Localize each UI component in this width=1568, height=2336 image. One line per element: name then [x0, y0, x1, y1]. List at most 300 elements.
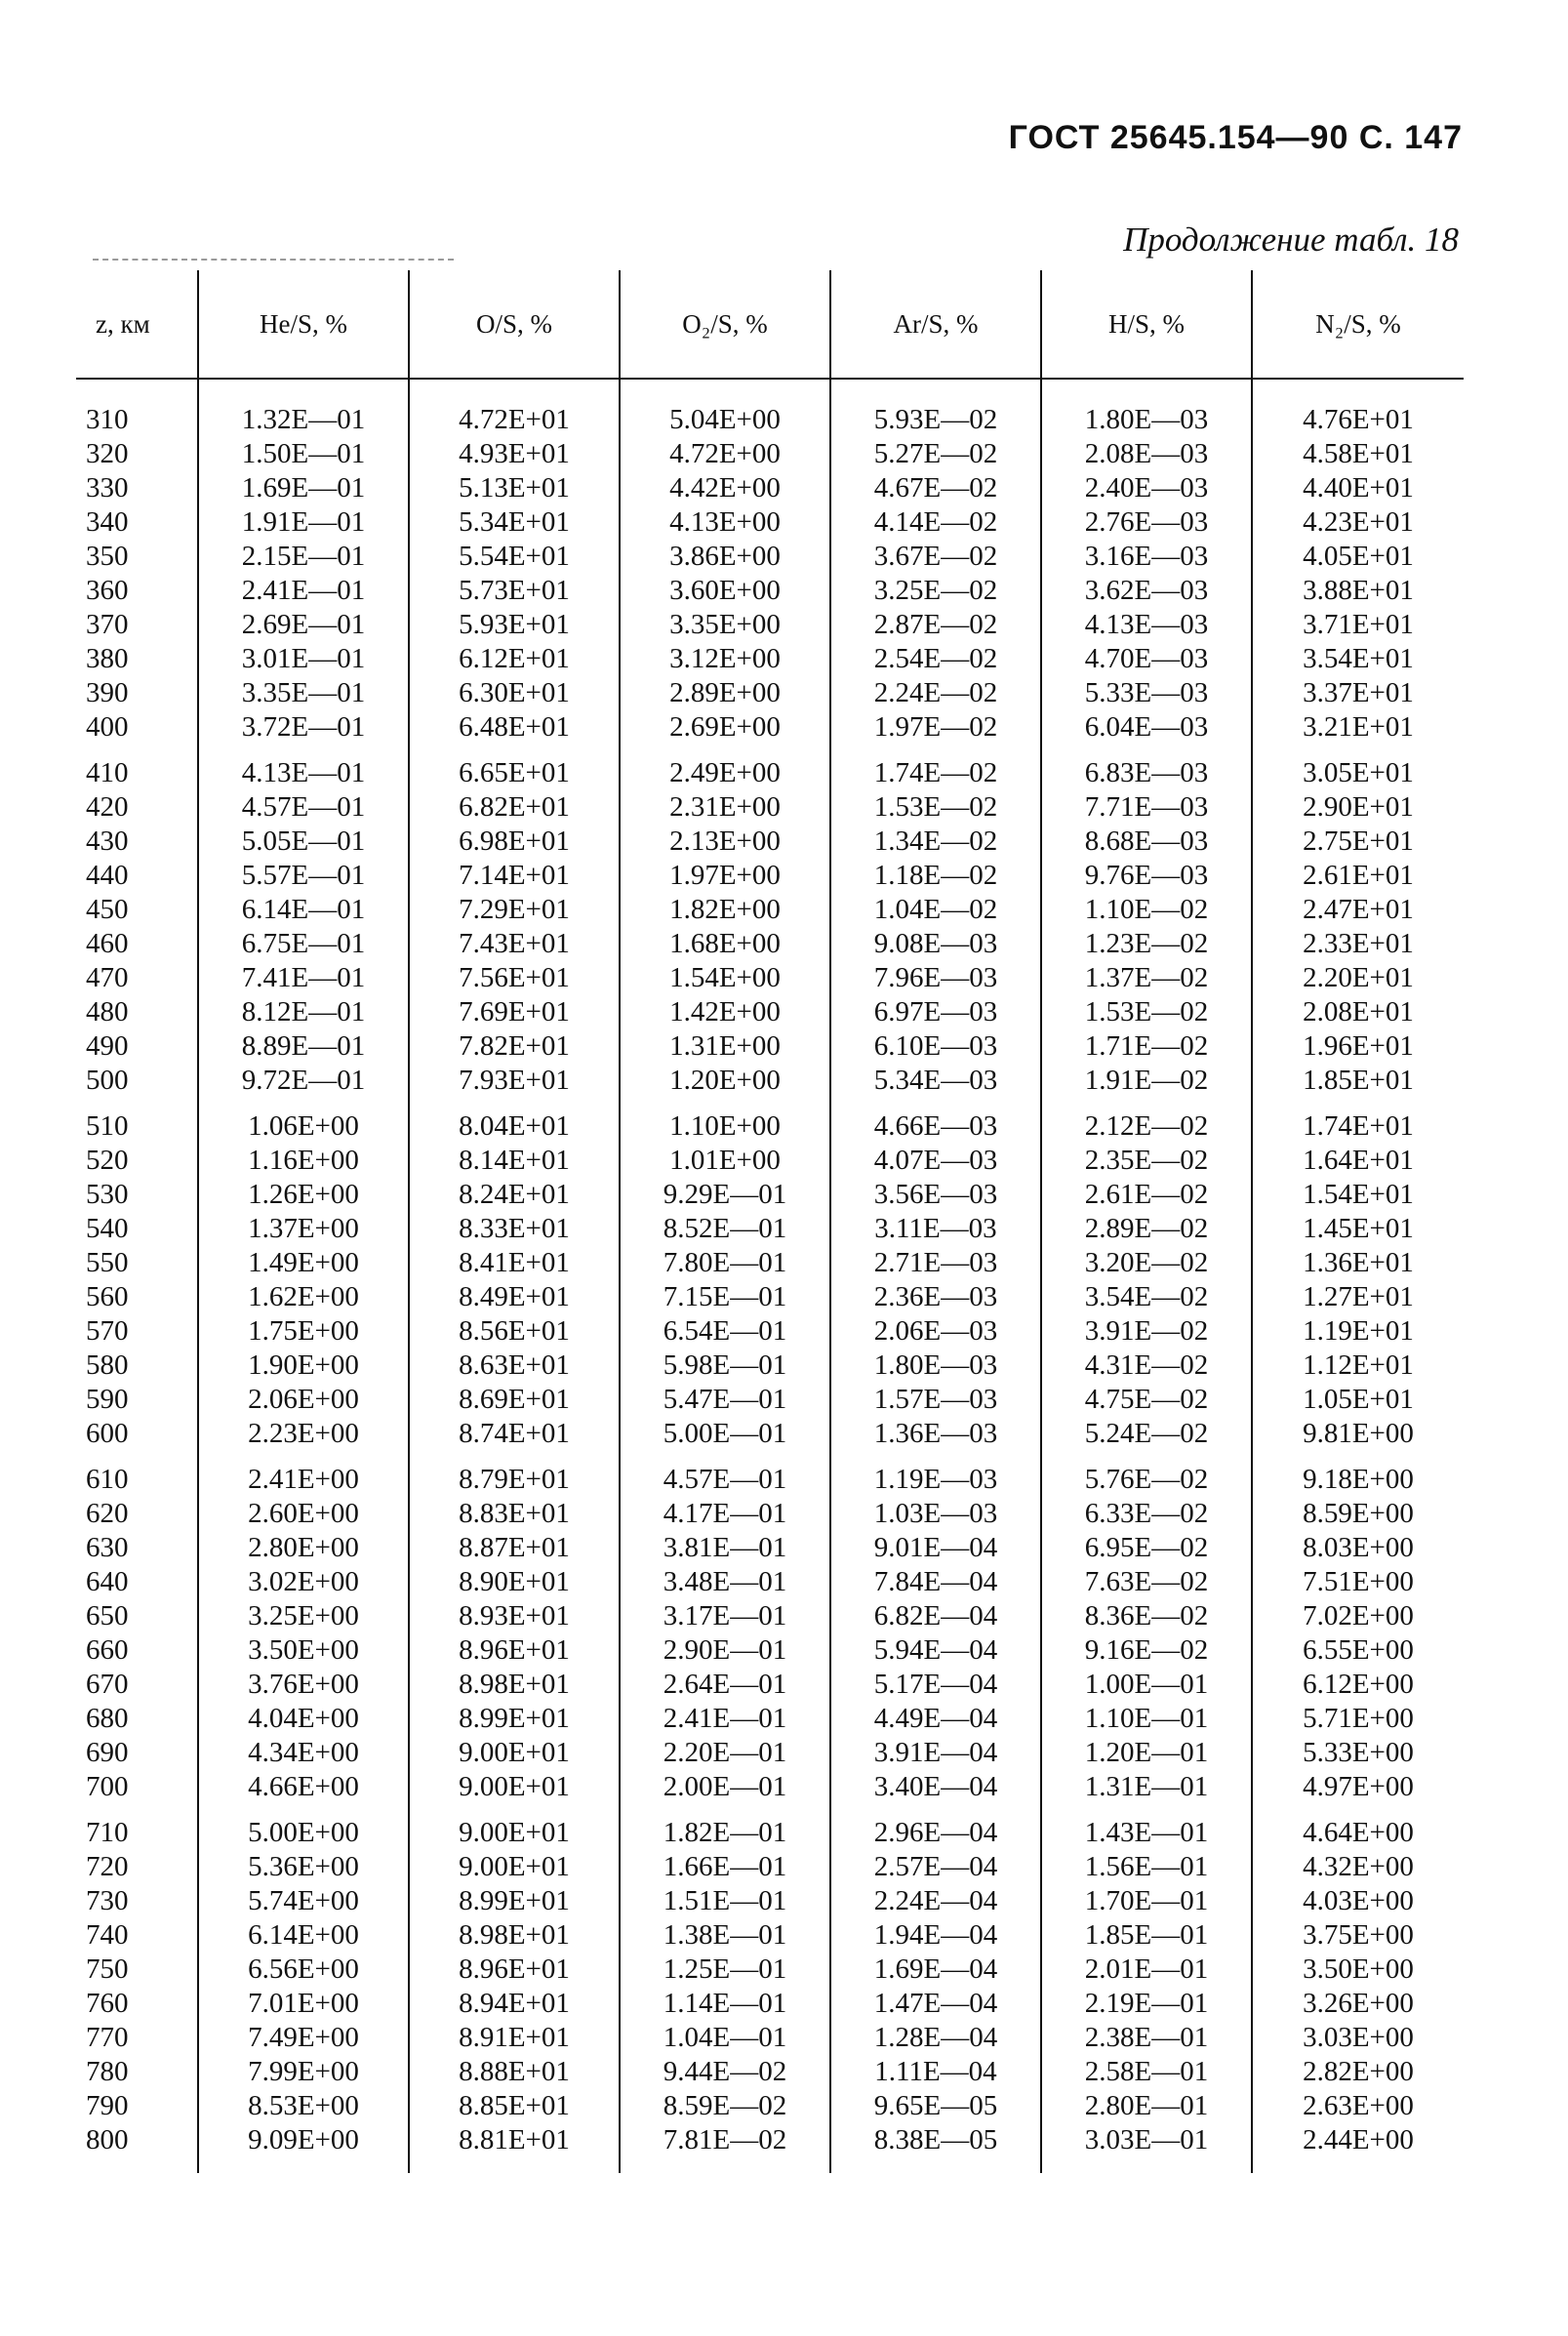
cell-ar: 5.34E—03 — [830, 1064, 1041, 1098]
table-row — [76, 893, 1464, 927]
cell-n2: 2.90E+01 — [1252, 790, 1464, 825]
cell-altitude: 630 — [86, 1532, 129, 1563]
cell-o2: 8.59E—02 — [620, 2089, 830, 2123]
cell-n2: 4.40E+01 — [1252, 471, 1464, 505]
cell-altitude: 510 — [86, 1110, 129, 1142]
spacer-cell — [1252, 1451, 1464, 1463]
table-row — [76, 1565, 1464, 1599]
cell-h: 1.53E—02 — [1041, 995, 1252, 1029]
cell-n2: 4.03E+00 — [1252, 1884, 1464, 1918]
cell-o: 7.56E+01 — [409, 961, 620, 995]
table-row — [76, 1383, 1464, 1417]
cell-altitude: 450 — [86, 894, 129, 925]
cell-he: 2.80E+00 — [198, 1531, 409, 1565]
cell-altitude: 690 — [86, 1737, 129, 1768]
spacer-cell — [1252, 379, 1464, 403]
table-row — [76, 1953, 1464, 1987]
cell-ar: 1.47E—04 — [830, 1987, 1041, 2021]
cell-h: 7.71E—03 — [1041, 790, 1252, 825]
cell-o2: 1.42E+00 — [620, 995, 830, 1029]
cell-o: 6.30E+01 — [409, 676, 620, 710]
spacer-cell — [830, 1098, 1041, 1109]
cell-he: 7.49E+00 — [198, 2021, 409, 2055]
cell-ar: 1.36E—03 — [830, 1417, 1041, 1451]
cell-altitude: 480 — [86, 996, 129, 1027]
cell-ar: 2.96E—04 — [830, 1816, 1041, 1850]
table-row — [76, 710, 1464, 745]
spacer-cell — [76, 2157, 198, 2173]
spacer-cell — [1252, 1804, 1464, 1816]
cell-o: 8.63E+01 — [409, 1349, 620, 1383]
spacer-cell — [830, 745, 1041, 756]
cell-o: 4.93E+01 — [409, 437, 620, 471]
cell-altitude: 710 — [86, 1817, 129, 1848]
cell-o: 5.73E+01 — [409, 574, 620, 608]
table-row — [76, 1144, 1464, 1178]
table-row — [76, 2021, 1464, 2055]
cell-o: 9.00E+01 — [409, 1736, 620, 1770]
cell-altitude: 350 — [86, 541, 129, 572]
cell-altitude: 790 — [86, 2090, 129, 2121]
cell-h: 1.43E—01 — [1041, 1816, 1252, 1850]
cell-o2: 4.57E—01 — [620, 1463, 830, 1497]
spacer-cell — [409, 1451, 620, 1463]
cell-he: 1.62E+00 — [198, 1280, 409, 1314]
cell-he: 7.99E+00 — [198, 2055, 409, 2089]
table-row — [76, 1668, 1464, 1702]
cell-o2: 2.00E—01 — [620, 1770, 830, 1804]
cell-ar: 6.10E—03 — [830, 1029, 1041, 1064]
cell-he: 2.69E—01 — [198, 608, 409, 642]
spacer-cell — [76, 1451, 198, 1463]
cell-n2: 1.96E+01 — [1252, 1029, 1464, 1064]
cell-he: 7.41E—01 — [198, 961, 409, 995]
cell-h: 2.08E—03 — [1041, 437, 1252, 471]
cell-h: 1.91E—02 — [1041, 1064, 1252, 1098]
cell-ar: 2.24E—02 — [830, 676, 1041, 710]
table-row — [76, 756, 1464, 790]
cell-ar: 6.97E—03 — [830, 995, 1041, 1029]
cell-he: 3.01E—01 — [198, 642, 409, 676]
cell-he: 2.23E+00 — [198, 1417, 409, 1451]
cell-ar: 1.94E—04 — [830, 1918, 1041, 1953]
cell-ar: 4.49E—04 — [830, 1702, 1041, 1736]
cell-o: 8.99E+01 — [409, 1702, 620, 1736]
cell-n2: 4.76E+01 — [1252, 403, 1464, 437]
spacer-cell — [198, 1098, 409, 1109]
cell-n2: 8.03E+00 — [1252, 1531, 1464, 1565]
cell-n2: 1.12E+01 — [1252, 1349, 1464, 1383]
cell-he: 1.91E—01 — [198, 505, 409, 540]
table-row — [76, 1702, 1464, 1736]
cell-ar: 1.11E—04 — [830, 2055, 1041, 2089]
cell-h: 1.70E—01 — [1041, 1884, 1252, 1918]
cell-altitude: 640 — [86, 1566, 129, 1597]
cell-he: 4.66E+00 — [198, 1770, 409, 1804]
cell-o2: 3.86E+00 — [620, 540, 830, 574]
cell-he: 2.41E+00 — [198, 1463, 409, 1497]
cell-h: 2.80E—01 — [1041, 2089, 1252, 2123]
cell-o2: 4.17E—01 — [620, 1497, 830, 1531]
header-altitude: z, км — [76, 270, 198, 379]
cell-altitude: 650 — [86, 1600, 129, 1631]
cell-he: 1.69E—01 — [198, 471, 409, 505]
cell-o: 8.98E+01 — [409, 1918, 620, 1953]
cell-n2: 1.74E+01 — [1252, 1109, 1464, 1144]
cell-o: 5.54E+01 — [409, 540, 620, 574]
cell-o: 6.48E+01 — [409, 710, 620, 745]
cell-h: 5.24E—02 — [1041, 1417, 1252, 1451]
header-ar: Ar/S, % — [830, 270, 1041, 379]
cell-n2: 2.61E+01 — [1252, 859, 1464, 893]
table-row — [76, 961, 1464, 995]
spacer-cell — [198, 379, 409, 403]
cell-o: 8.87E+01 — [409, 1531, 620, 1565]
cell-o: 8.49E+01 — [409, 1280, 620, 1314]
page-header: ГОСТ 25645.154—90 С. 147 — [1008, 119, 1463, 156]
cell-altitude: 470 — [86, 962, 129, 993]
cell-n2: 7.02E+00 — [1252, 1599, 1464, 1633]
cell-altitude: 670 — [86, 1669, 129, 1700]
cell-n2: 3.37E+01 — [1252, 676, 1464, 710]
cell-he: 4.04E+00 — [198, 1702, 409, 1736]
table-row — [76, 540, 1464, 574]
cell-ar: 2.87E—02 — [830, 608, 1041, 642]
spacer-cell — [409, 1804, 620, 1816]
cell-he: 1.37E+00 — [198, 1212, 409, 1246]
cell-altitude: 530 — [86, 1179, 129, 1210]
table-row — [76, 2089, 1464, 2123]
cell-o: 8.83E+01 — [409, 1497, 620, 1531]
cell-o: 9.00E+01 — [409, 1850, 620, 1884]
cell-altitude: 540 — [86, 1213, 129, 1244]
cell-h: 6.33E—02 — [1041, 1497, 1252, 1531]
table-row — [76, 505, 1464, 540]
table-row — [76, 995, 1464, 1029]
cell-h: 4.13E—03 — [1041, 608, 1252, 642]
cell-ar: 1.80E—03 — [830, 1349, 1041, 1383]
cell-ar: 8.38E—05 — [830, 2123, 1041, 2157]
spacer-cell — [198, 2157, 409, 2173]
cell-altitude: 340 — [86, 506, 129, 538]
cell-altitude: 500 — [86, 1065, 129, 1096]
cell-n2: 3.88E+01 — [1252, 574, 1464, 608]
cell-ar: 5.93E—02 — [830, 403, 1041, 437]
spacer-cell — [198, 1451, 409, 1463]
table-row — [76, 1314, 1464, 1349]
cell-ar: 1.97E—02 — [830, 710, 1041, 745]
spacer-cell — [1041, 1804, 1252, 1816]
cell-ar: 9.65E—05 — [830, 2089, 1041, 2123]
header-o: O/S, % — [409, 270, 620, 379]
table-row — [76, 927, 1464, 961]
cell-o2: 1.25E—01 — [620, 1953, 830, 1987]
cell-h: 6.95E—02 — [1041, 1531, 1252, 1565]
cell-ar: 2.24E—04 — [830, 1884, 1041, 1918]
cell-o: 6.65E+01 — [409, 756, 620, 790]
cell-h: 8.68E—03 — [1041, 825, 1252, 859]
cell-n2: 1.45E+01 — [1252, 1212, 1464, 1246]
cell-ar: 1.28E—04 — [830, 2021, 1041, 2055]
cell-ar: 4.66E—03 — [830, 1109, 1041, 1144]
group-spacer — [76, 1098, 1464, 1109]
cell-o2: 4.72E+00 — [620, 437, 830, 471]
cell-altitude: 390 — [86, 677, 129, 708]
cell-o: 8.85E+01 — [409, 2089, 620, 2123]
cell-n2: 3.75E+00 — [1252, 1918, 1464, 1953]
cell-h: 3.54E—02 — [1041, 1280, 1252, 1314]
spacer-cell — [620, 1804, 830, 1816]
cell-altitude: 610 — [86, 1464, 129, 1495]
spacer-cell — [1252, 745, 1464, 756]
cell-altitude: 750 — [86, 1953, 129, 1985]
table-row — [76, 1280, 1464, 1314]
cell-he: 4.13E—01 — [198, 756, 409, 790]
cell-he: 1.90E+00 — [198, 1349, 409, 1383]
cell-altitude: 580 — [86, 1349, 129, 1381]
cell-o: 7.93E+01 — [409, 1064, 620, 1098]
cell-o2: 1.54E+00 — [620, 961, 830, 995]
cell-n2: 5.33E+00 — [1252, 1736, 1464, 1770]
spacer-cell — [76, 1804, 198, 1816]
cell-ar: 9.01E—04 — [830, 1531, 1041, 1565]
cell-n2: 3.71E+01 — [1252, 608, 1464, 642]
table-row — [76, 1064, 1464, 1098]
spacer-cell — [830, 1804, 1041, 1816]
cell-o2: 2.41E—01 — [620, 1702, 830, 1736]
cell-o: 8.79E+01 — [409, 1463, 620, 1497]
cell-n2: 4.32E+00 — [1252, 1850, 1464, 1884]
cell-he: 4.57E—01 — [198, 790, 409, 825]
cell-he: 2.41E—01 — [198, 574, 409, 608]
cell-he: 8.89E—01 — [198, 1029, 409, 1064]
table-row — [76, 437, 1464, 471]
cell-n2: 1.36E+01 — [1252, 1246, 1464, 1280]
cell-ar: 4.07E—03 — [830, 1144, 1041, 1178]
cell-o2: 1.68E+00 — [620, 927, 830, 961]
cell-altitude: 800 — [86, 2124, 129, 2155]
cell-h: 1.37E—02 — [1041, 961, 1252, 995]
spacer-cell — [620, 379, 830, 403]
table-row — [76, 1417, 1464, 1451]
cell-o2: 1.38E—01 — [620, 1918, 830, 1953]
cell-altitude: 380 — [86, 643, 129, 674]
spacer-cell — [1041, 379, 1252, 403]
cell-ar: 5.27E—02 — [830, 437, 1041, 471]
cell-altitude: 490 — [86, 1030, 129, 1062]
cell-o2: 4.13E+00 — [620, 505, 830, 540]
cell-o2: 1.31E+00 — [620, 1029, 830, 1064]
cell-h: 3.03E—01 — [1041, 2123, 1252, 2157]
cell-altitude: 520 — [86, 1145, 129, 1176]
cell-h: 2.40E—03 — [1041, 471, 1252, 505]
cell-o: 8.33E+01 — [409, 1212, 620, 1246]
cell-he: 2.60E+00 — [198, 1497, 409, 1531]
spacer-cell — [830, 1451, 1041, 1463]
cell-ar: 1.19E—03 — [830, 1463, 1041, 1497]
cell-o2: 5.47E—01 — [620, 1383, 830, 1417]
cell-he: 3.76E+00 — [198, 1668, 409, 1702]
cell-altitude: 760 — [86, 1988, 129, 2019]
cell-h: 1.80E—03 — [1041, 403, 1252, 437]
cell-h: 1.10E—02 — [1041, 893, 1252, 927]
cell-n2: 7.51E+00 — [1252, 1565, 1464, 1599]
cell-ar: 3.56E—03 — [830, 1178, 1041, 1212]
cell-he: 6.14E+00 — [198, 1918, 409, 1953]
cell-he: 5.05E—01 — [198, 825, 409, 859]
spacer-cell — [620, 2157, 830, 2173]
cell-he: 5.74E+00 — [198, 1884, 409, 1918]
spacer-cell — [198, 745, 409, 756]
cell-h: 1.00E—01 — [1041, 1668, 1252, 1702]
cell-ar: 2.57E—04 — [830, 1850, 1041, 1884]
table-row — [76, 1884, 1464, 1918]
cell-n2: 2.08E+01 — [1252, 995, 1464, 1029]
cell-n2: 3.54E+01 — [1252, 642, 1464, 676]
header-he: He/S, % — [198, 270, 409, 379]
cell-o2: 1.20E+00 — [620, 1064, 830, 1098]
cell-n2: 1.85E+01 — [1252, 1064, 1464, 1098]
table-header-row — [76, 270, 1464, 379]
cell-he: 5.00E+00 — [198, 1816, 409, 1850]
cell-h: 7.63E—02 — [1041, 1565, 1252, 1599]
table-row — [76, 1633, 1464, 1668]
cell-h: 2.58E—01 — [1041, 2055, 1252, 2089]
header-h: H/S, % — [1041, 270, 1252, 379]
cell-h: 1.56E—01 — [1041, 1850, 1252, 1884]
cell-he: 1.06E+00 — [198, 1109, 409, 1144]
cell-he: 2.06E+00 — [198, 1383, 409, 1417]
cell-ar: 7.84E—04 — [830, 1565, 1041, 1599]
spacer-cell — [1041, 745, 1252, 756]
cell-o2: 3.17E—01 — [620, 1599, 830, 1633]
cell-h: 2.12E—02 — [1041, 1109, 1252, 1144]
cell-he: 2.15E—01 — [198, 540, 409, 574]
cell-he: 1.32E—01 — [198, 403, 409, 437]
cell-altitude: 440 — [86, 860, 129, 891]
cell-h: 2.35E—02 — [1041, 1144, 1252, 1178]
cell-o2: 1.14E—01 — [620, 1987, 830, 2021]
cell-n2: 1.54E+01 — [1252, 1178, 1464, 1212]
cell-ar: 5.17E—04 — [830, 1668, 1041, 1702]
group-spacer — [76, 379, 1464, 403]
cell-altitude: 620 — [86, 1498, 129, 1529]
cell-o2: 9.29E—01 — [620, 1178, 830, 1212]
cell-ar: 4.14E—02 — [830, 505, 1041, 540]
cell-altitude: 310 — [86, 404, 129, 435]
cell-o2: 5.00E—01 — [620, 1417, 830, 1451]
cell-o2: 7.80E—01 — [620, 1246, 830, 1280]
cell-h: 5.76E—02 — [1041, 1463, 1252, 1497]
cell-n2: 3.03E+00 — [1252, 2021, 1464, 2055]
cell-n2: 1.19E+01 — [1252, 1314, 1464, 1349]
cell-ar: 1.57E—03 — [830, 1383, 1041, 1417]
cell-o: 7.69E+01 — [409, 995, 620, 1029]
table-row — [76, 1029, 1464, 1064]
cell-o2: 5.04E+00 — [620, 403, 830, 437]
table-row — [76, 574, 1464, 608]
cell-h: 3.91E—02 — [1041, 1314, 1252, 1349]
cell-ar: 1.18E—02 — [830, 859, 1041, 893]
table-row — [76, 1850, 1464, 1884]
spacer-cell — [198, 1804, 409, 1816]
cell-n2: 9.81E+00 — [1252, 1417, 1464, 1451]
cell-o: 8.90E+01 — [409, 1565, 620, 1599]
cell-o: 8.56E+01 — [409, 1314, 620, 1349]
cell-h: 1.31E—01 — [1041, 1770, 1252, 1804]
cell-he: 3.50E+00 — [198, 1633, 409, 1668]
table-row — [76, 1531, 1464, 1565]
cell-n2: 2.75E+01 — [1252, 825, 1464, 859]
cell-n2: 6.12E+00 — [1252, 1668, 1464, 1702]
spacer-cell — [76, 379, 198, 403]
cell-o: 8.41E+01 — [409, 1246, 620, 1280]
table-row — [76, 2123, 1464, 2157]
cell-ar: 1.74E—02 — [830, 756, 1041, 790]
spacer-cell — [620, 745, 830, 756]
table-row — [76, 859, 1464, 893]
cell-h: 1.85E—01 — [1041, 1918, 1252, 1953]
table-row — [76, 1109, 1464, 1144]
cell-he: 3.72E—01 — [198, 710, 409, 745]
cell-h: 3.62E—03 — [1041, 574, 1252, 608]
cell-n2: 4.23E+01 — [1252, 505, 1464, 540]
cell-o: 6.98E+01 — [409, 825, 620, 859]
cell-n2: 1.64E+01 — [1252, 1144, 1464, 1178]
cell-he: 8.12E—01 — [198, 995, 409, 1029]
cell-h: 1.23E—02 — [1041, 927, 1252, 961]
cell-o2: 2.69E+00 — [620, 710, 830, 745]
spacer-cell — [620, 1098, 830, 1109]
cell-ar: 1.34E—02 — [830, 825, 1041, 859]
cell-o: 7.14E+01 — [409, 859, 620, 893]
cell-o2: 2.31E+00 — [620, 790, 830, 825]
cell-n2: 4.05E+01 — [1252, 540, 1464, 574]
cell-he: 9.09E+00 — [198, 2123, 409, 2157]
cell-altitude: 460 — [86, 928, 129, 959]
cell-h: 2.76E—03 — [1041, 505, 1252, 540]
table-row — [76, 608, 1464, 642]
cell-he: 4.34E+00 — [198, 1736, 409, 1770]
cell-he: 3.02E+00 — [198, 1565, 409, 1599]
table-row — [76, 1770, 1464, 1804]
cell-o: 9.00E+01 — [409, 1770, 620, 1804]
cell-h: 5.33E—03 — [1041, 676, 1252, 710]
cell-h: 6.04E—03 — [1041, 710, 1252, 745]
cell-altitude: 730 — [86, 1885, 129, 1916]
cell-altitude: 320 — [86, 438, 129, 469]
cell-he: 7.01E+00 — [198, 1987, 409, 2021]
cell-o: 8.04E+01 — [409, 1109, 620, 1144]
cell-he: 3.35E—01 — [198, 676, 409, 710]
cell-ar: 5.94E—04 — [830, 1633, 1041, 1668]
cell-n2: 6.55E+00 — [1252, 1633, 1464, 1668]
table-row — [76, 1599, 1464, 1633]
table-row — [76, 1816, 1464, 1850]
cell-altitude: 770 — [86, 2022, 129, 2053]
cell-altitude: 360 — [86, 575, 129, 606]
cell-h: 3.16E—03 — [1041, 540, 1252, 574]
cell-h: 2.38E—01 — [1041, 2021, 1252, 2055]
cell-ar: 3.11E—03 — [830, 1212, 1041, 1246]
cell-o2: 2.64E—01 — [620, 1668, 830, 1702]
cell-h: 8.36E—02 — [1041, 1599, 1252, 1633]
spacer-cell — [76, 745, 198, 756]
cell-n2: 8.59E+00 — [1252, 1497, 1464, 1531]
cell-o: 6.12E+01 — [409, 642, 620, 676]
cell-o2: 3.48E—01 — [620, 1565, 830, 1599]
group-spacer — [76, 1804, 1464, 1816]
